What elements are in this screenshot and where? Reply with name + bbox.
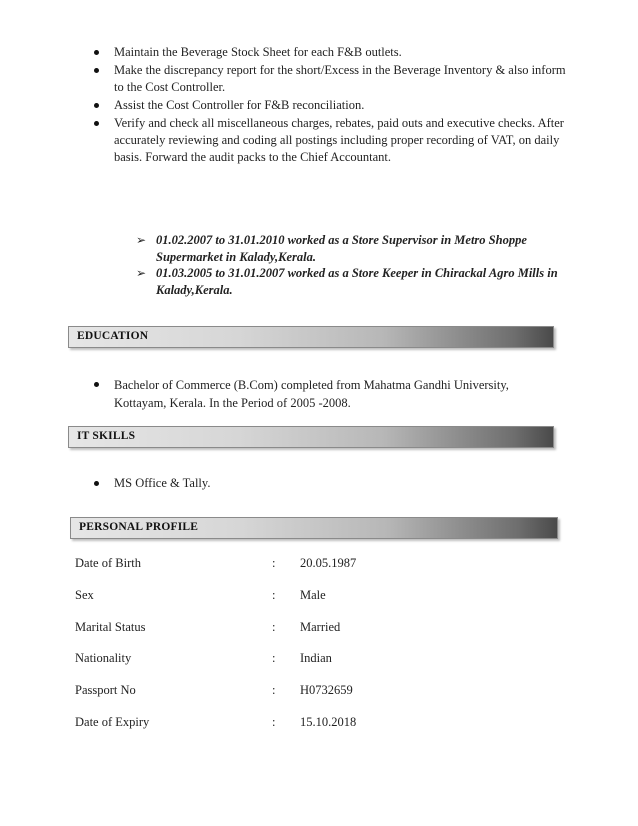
profile-row-date-of-expiry: [75, 715, 475, 733]
personal-profile-section-header: [70, 517, 558, 539]
profile-label: Date of Expiry: [75, 715, 150, 729]
profile-label: Date of Birth: [75, 556, 141, 570]
profile-value: 20.05.1987: [300, 556, 357, 570]
list-item: Maintain the Beverage Stock Sheet for each F&B outlets.: [90, 44, 570, 61]
profile-separator: :: [272, 588, 276, 602]
list-item: Bachelor of Commerce (B.Com) completed from Mahatma Gandhi University, Kottayam, Kerala. In the Period of 2005 -2008.: [90, 376, 560, 412]
bullet-icon: [94, 50, 99, 55]
profile-label: Passport No: [75, 683, 136, 697]
list-item: ➢ 01.03.2005 to 31.01.2007 worked as a Store Keeper in Chirackal Agro Mills in Kalady,Kerala.: [136, 266, 558, 297]
section-title: PERSONAL PROFILE: [79, 521, 199, 533]
bullet-icon: [94, 382, 99, 387]
profile-label: Nationality: [75, 651, 132, 665]
it-skills-list: [90, 475, 560, 493]
section-title: EDUCATION: [77, 330, 149, 342]
profile-row-nationality: [75, 651, 475, 669]
section-title: IT SKILLS: [77, 430, 136, 442]
profile-label: Sex: [75, 588, 94, 602]
profile-value: Male: [300, 588, 326, 602]
list-item: Make the discrepancy report for the short/Excess in the Beverage Inventory & also inform to the Cost Controller.: [90, 62, 570, 96]
bullet-icon: [94, 121, 99, 126]
profile-value: H0732659: [300, 683, 353, 697]
list-item: ➢ 01.02.2007 to 31.01.2010 worked as a Store Supervisor in Metro Shoppe Supermarket in Kalady,Kerala.: [136, 233, 527, 264]
list-item: Assist the Cost Controller for F&B reconciliation.: [90, 97, 570, 114]
bullet-icon: [94, 481, 99, 486]
list-item: Verify and check all miscellaneous charges, rebates, paid outs and executive checks. After accurately reviewing and coding all postings including proper recording of VAT, on daily basis. Forward the audit packs to the Chief Accountant.: [90, 115, 570, 166]
education-list: [90, 376, 560, 413]
profile-separator: :: [272, 620, 276, 634]
profile-value: 15.10.2018: [300, 715, 357, 729]
profile-separator: :: [272, 715, 276, 729]
bullet-icon: [94, 68, 99, 73]
profile-separator: :: [272, 556, 276, 570]
list-item: MS Office & Tally.: [90, 475, 560, 492]
experience-list: [136, 232, 576, 298]
arrow-bullet-icon: ➢: [136, 266, 147, 280]
education-section-header: [68, 326, 554, 348]
profile-separator: :: [272, 651, 276, 665]
profile-row-marital-status: [75, 620, 475, 638]
arrow-bullet-icon: ➢: [136, 233, 147, 247]
profile-label: Marital Status: [75, 620, 146, 634]
it-skills-section-header: [68, 426, 554, 448]
profile-row-sex: [75, 588, 475, 606]
profile-row-date-of-birth: [75, 556, 475, 574]
profile-row-passport-no: [75, 683, 475, 701]
bullet-icon: [94, 103, 99, 108]
profile-separator: :: [272, 683, 276, 697]
duties-list: [90, 44, 570, 167]
profile-value: Married: [300, 620, 341, 634]
profile-value: Indian: [300, 651, 332, 665]
